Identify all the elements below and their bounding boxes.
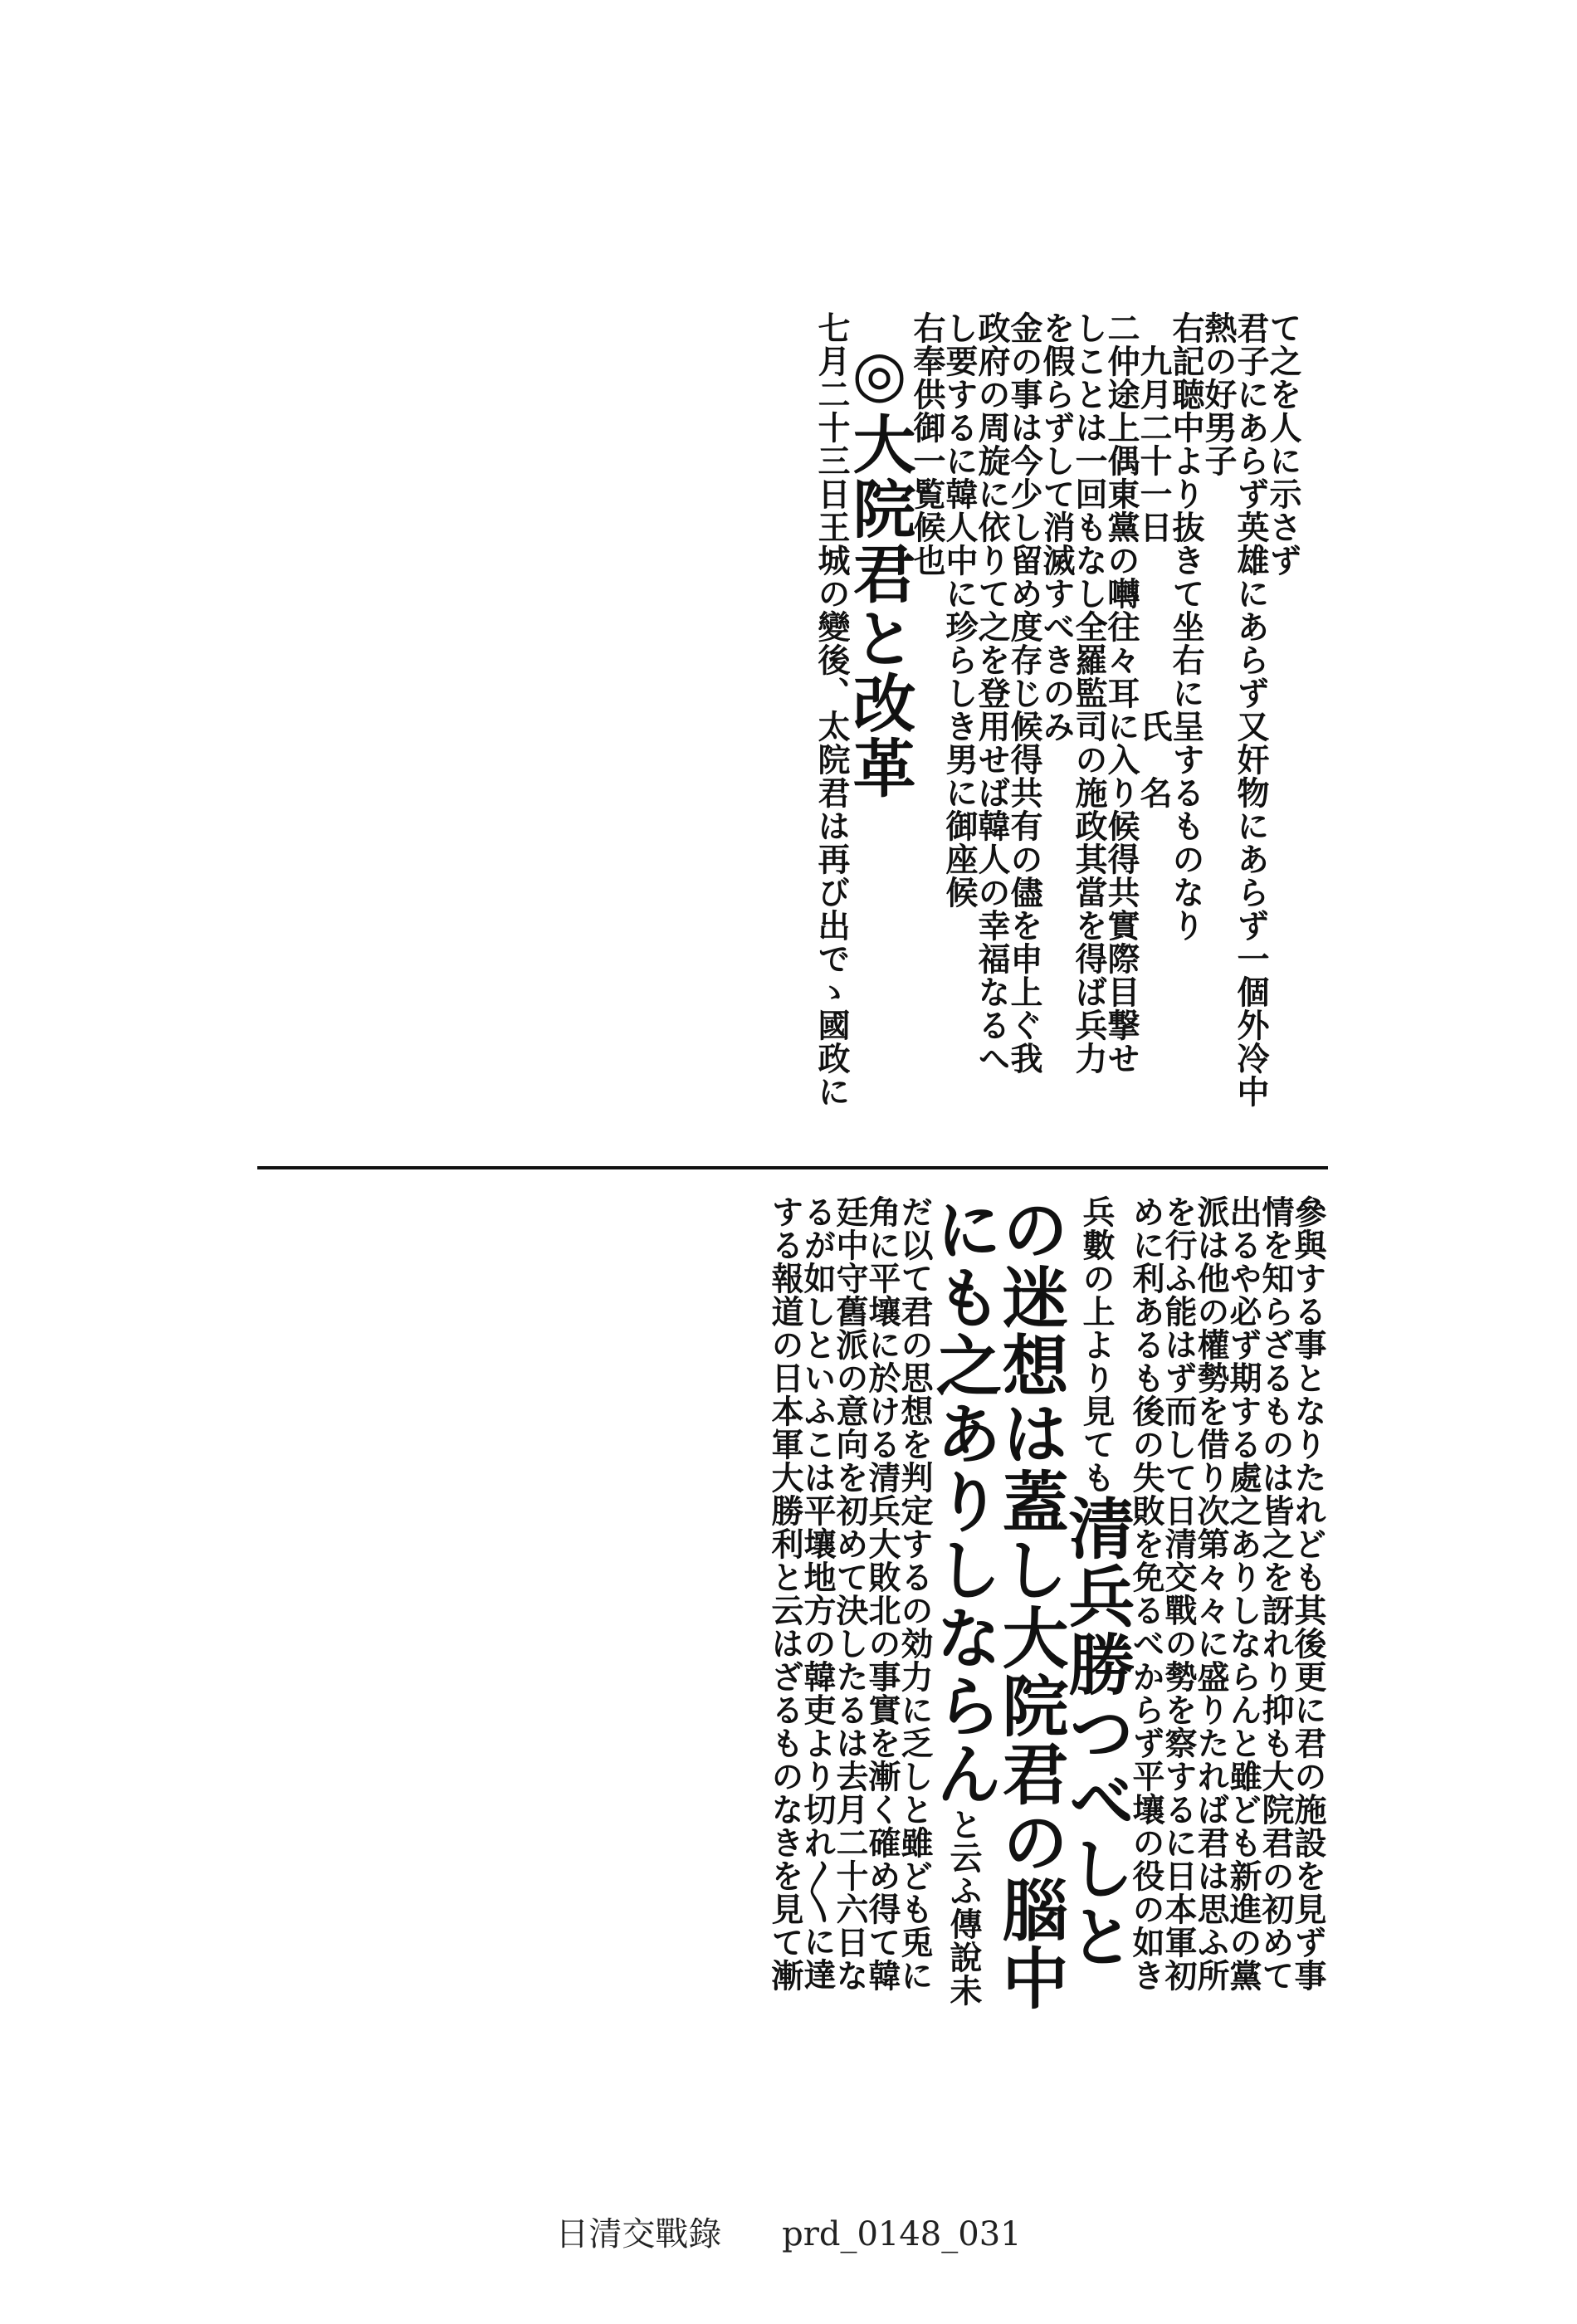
text-column: 二仲途上偶東黨の囀往々耳に入り候得共實際目撃せ [1102,311,1140,1075]
section-heading: ◎大院君と改革 [842,336,916,800]
footer-code: prd_0148_031 [782,2215,1022,2253]
lower-text-block [261,1195,1327,2058]
text-column: する報道の日本軍大勝利と云はざるものなきを見て漸 [766,1195,804,1992]
text-column: 角に平壤に於ける清兵大敗北の事實を漸く確め得て韓 [863,1195,901,1992]
text-column: を行ふ能はず而して日清交戰の勢を察するに日本軍初 [1160,1195,1198,1992]
text-column: 情を知らざるものは皆之を訝れり抑も大院君の初めて [1257,1195,1295,1992]
text-column: るが如しといふこは平壤地方の韓吏より切れ〳〵に達 [798,1195,837,1991]
text-column: 右奉供御一覧候也 [908,311,946,577]
text-column: を假らずして消滅すべきのみ [1038,311,1076,743]
text-column: 政府の周旋に依りて之を登用せば韓人の幸福なるへ [973,311,1011,1075]
footer-title: 日清交戰錄 [555,2215,722,2253]
upper-text-block [266,311,1302,1158]
text-column: 熱の好男子 [1199,311,1238,477]
text-column: 廷中守舊派の意向を初めて決したるは去月二十六日な [831,1195,869,1992]
page-footer [0,2208,1577,2255]
text-emphasis-run: 清兵勝つべしと [1057,1494,1135,1970]
text-column: 金の事は今少し留め度存じ候得共有の儘を申上ぐ我 [1005,311,1043,1075]
text-column: 參與する事となりたれども其後更に君の施設を見ず事 [1289,1195,1327,1992]
text-column-mixed [925,1195,1003,2058]
text-column: て之を人に示さず [1264,311,1302,577]
text-column: 出るや必ず期する處之ありしならんと雖ども新進の黨 [1224,1195,1262,1992]
text-column: し要するに韓人中に珍らしき男に御座候 [940,311,979,909]
text-column: 七月二十三日王城の變後、太院君は再び出でゝ國政に [813,311,851,1108]
text-column: だ以て君の思想を判定するの効力に乏しと雖ども兎に [896,1195,934,1992]
text-small-run: 兵數の上より見ても [1077,1195,1116,1494]
text-column: しことは一回もなし全羅監司の施政其當を得ば兵力 [1070,311,1108,1075]
text-column-date: 九月二十一日 氏 名 [1135,344,1173,809]
text-column: 派は他の權勢を借り次第々々に盛りたれば君は思ふ所 [1192,1195,1230,1992]
text-column-mixed [1057,1195,1135,2058]
divider-line [257,1166,1328,1169]
text-emphasis-column: の迷想は蓋し大院君の腦中 [991,1195,1069,2012]
text-small-run: と云ふ傳說未 [945,1808,983,2007]
text-column: 右記聴中より抜きて坐右に呈するものなり [1167,311,1205,942]
text-emphasis-run: にも之ありしならん [925,1195,1003,1808]
text-column: 君子にあらず英雄にあらず又奸物にあらず一個外冷中 [1232,311,1270,1108]
text-column: めに利あるも後の失敗を免るべからず平壤の役の如き [1127,1195,1165,1992]
